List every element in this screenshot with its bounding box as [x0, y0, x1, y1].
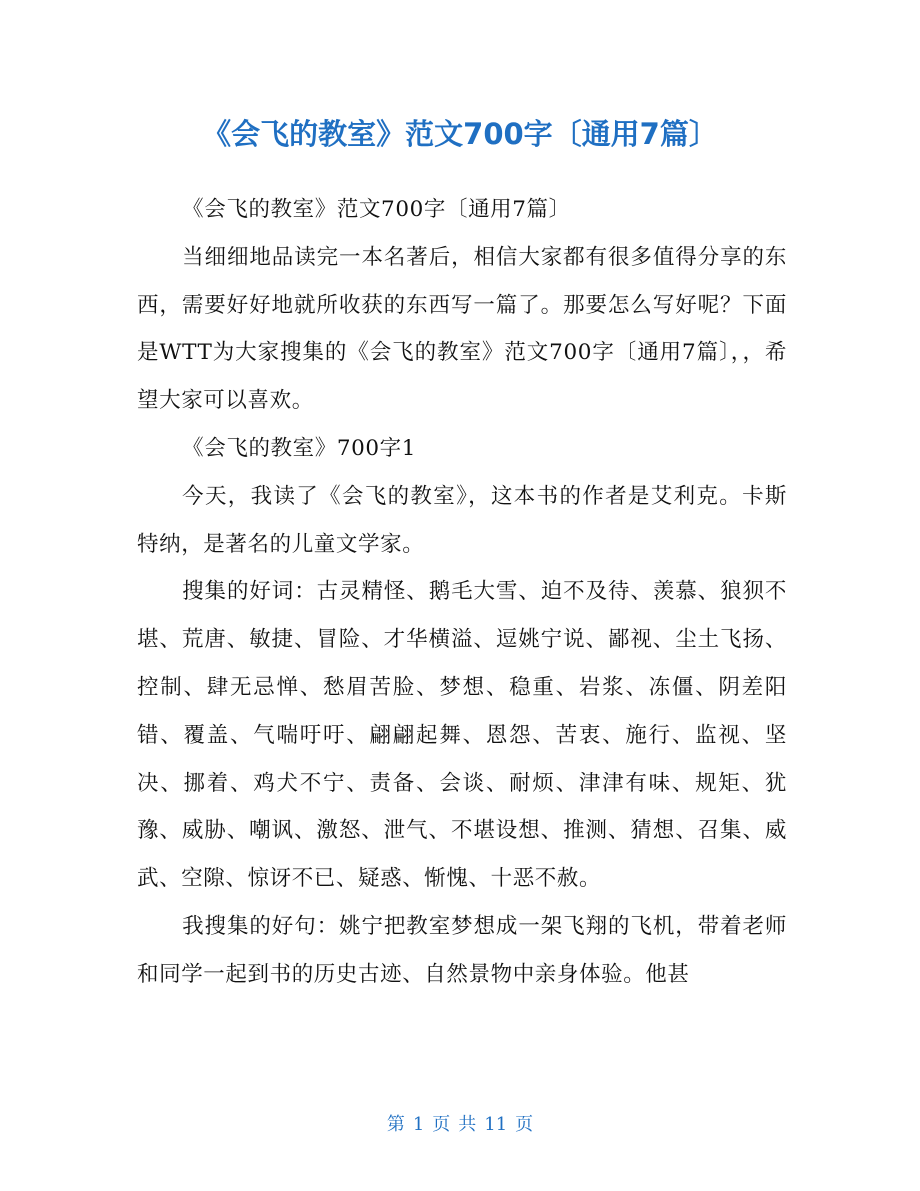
footer-page-unit: 页: [432, 1114, 451, 1135]
paragraph-good-sentences: 我搜集的好句：姚宁把教室梦想成一架飞翔的飞机，带着老师和同学一起到书的历史古迹、自然景物中亲身体验。他甚: [137, 913, 787, 987]
document-body: [137, 186, 787, 999]
footer-total-pages: 11: [484, 1114, 508, 1135]
footer-total-unit: 页: [515, 1114, 534, 1135]
paragraph-subtitle: 《会飞的教室》范文700字〔通用7篇〕: [182, 197, 571, 222]
paragraph-author: 今天，我读了《会飞的教室》，这本书的作者是艾利克。卡斯特纳，是著名的儿童文学家。: [137, 483, 787, 557]
paragraph-intro: 当细细地品读完一本名著后，相信大家都有很多值得分享的东西，需要好好地就所收获的东西写一篇了。那要怎么写好呢？下面是WTT为大家搜集的《会飞的教室》范文700字〔通用7篇〕，，希望大家可以喜欢。: [137, 244, 787, 414]
paragraph-section-heading: 《会飞的教室》700字1: [182, 435, 417, 461]
page-title: 《会飞的教室》范文700字〔通用7篇〕: [202, 117, 718, 151]
footer-current-page: 1: [412, 1114, 425, 1135]
footer-total-label: 共: [458, 1114, 477, 1135]
paragraph-good-words: 搜集的好词：古灵精怪、鹅毛大雪、迫不及待、羡慕、狼狈不堪、荒唐、敏捷、冒险、才华横溢、逗姚宁说、鄙视、尘土飞扬、控制、肆无忌惮、愁眉苦脸、梦想、稳重、岩浆、冻僵、阴差阳错、覆盖、气喘吁吁、翩翩起舞、恩怨、苦衷、施行、监视、坚决、挪着、鸡犬不宁、责备、会谈、耐烦、津津有味、规矩、犹豫、威胁、嘲讽、激怒、泄气、不堪设想、推测、猜想、召集、威武、空隙、惊讶不已、疑惑、惭愧、十恶不赦。: [137, 579, 787, 892]
page-footer: [0, 1111, 920, 1139]
footer-page-label: 第: [386, 1114, 405, 1135]
